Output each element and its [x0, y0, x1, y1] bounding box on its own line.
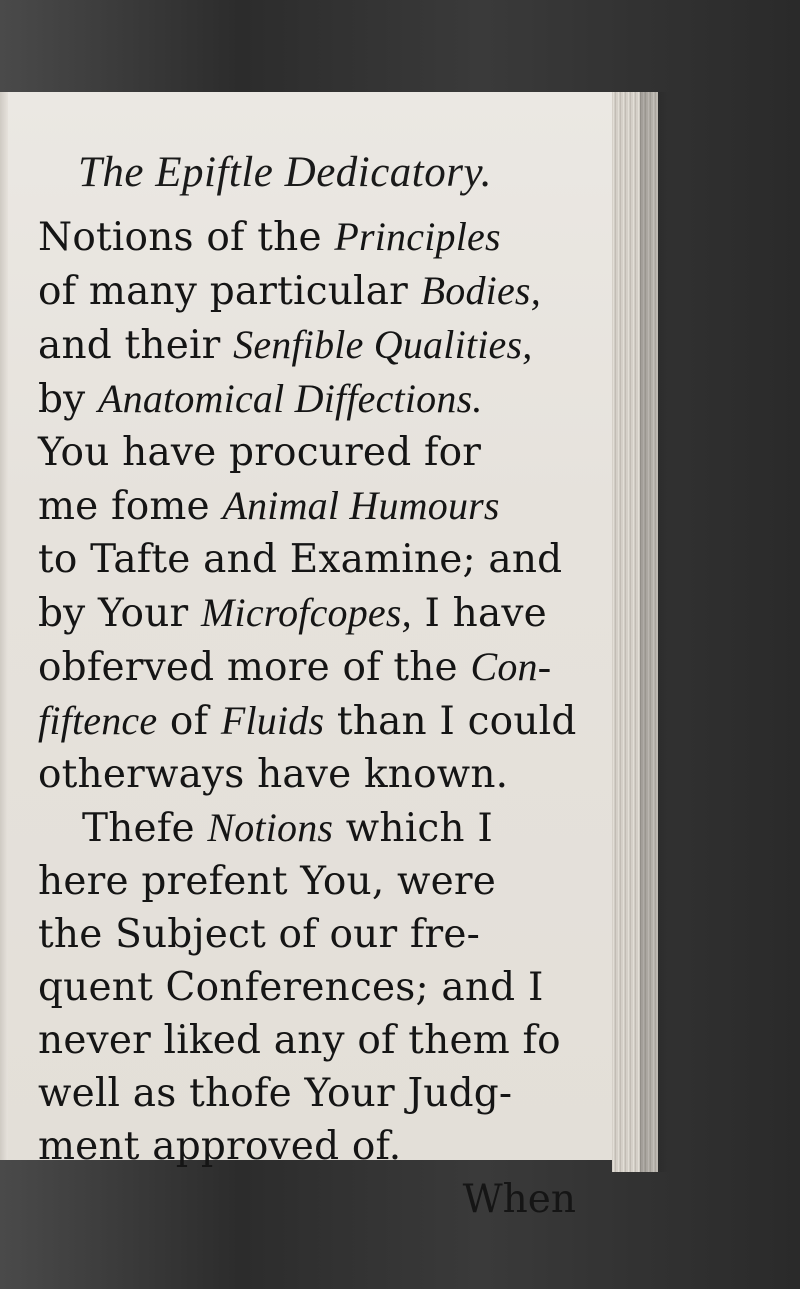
- text-run: by Your: [38, 591, 201, 636]
- text-run: I have: [411, 591, 547, 636]
- text-run: the Subject of our fre-: [38, 912, 481, 957]
- text-run: obferved more of the: [38, 645, 471, 690]
- page-gutter-edge: [0, 92, 8, 1160]
- text-run: well as thofe Your Judg-: [38, 1071, 513, 1116]
- text-run: otherways have known.: [38, 752, 509, 797]
- italic-text-run: Senfible Qualities,: [233, 322, 533, 367]
- italic-text-run: Principles: [334, 214, 501, 259]
- italic-text-run: Bodies,: [420, 268, 541, 313]
- body-text: [38, 210, 598, 1173]
- text-run: which I: [333, 806, 493, 851]
- text-run: by: [38, 377, 98, 422]
- text-run: quent Conferences; and I: [38, 965, 544, 1010]
- text-block: [38, 148, 598, 1226]
- text-line: [38, 640, 598, 694]
- text-line: [38, 210, 598, 264]
- italic-text-run: Anatomical Diffections.: [98, 376, 483, 421]
- text-run: me fome: [38, 484, 223, 529]
- text-line: [38, 533, 598, 586]
- text-run: Thefe: [82, 806, 208, 851]
- text-run: You have procured for: [38, 430, 482, 475]
- text-run: never liked any of them fo: [38, 1018, 561, 1063]
- italic-text-run: Notions: [207, 805, 334, 850]
- text-run: ment approved of.: [38, 1124, 402, 1169]
- italic-text-run: fiftence: [38, 698, 158, 743]
- text-run: of: [157, 699, 221, 744]
- italic-text-run: Con-: [470, 644, 552, 689]
- text-run: of many particular: [38, 269, 421, 314]
- text-line: [38, 1120, 598, 1173]
- text-line: [38, 1067, 598, 1120]
- text-run: here prefent You, were: [38, 859, 497, 904]
- italic-text-run: Microfcopes,: [201, 590, 412, 635]
- text-line: [38, 855, 598, 908]
- catchword: When: [462, 1177, 576, 1222]
- italic-text-run: Animal Humours: [222, 483, 500, 528]
- text-run: than I could: [324, 699, 577, 744]
- running-head: The Epiftle Dedicatory.: [78, 149, 492, 196]
- text-line: [38, 318, 598, 372]
- italic-text-run: Fluids: [220, 698, 325, 743]
- text-line: [38, 426, 598, 479]
- text-line: [38, 694, 598, 748]
- text-line: [38, 1014, 598, 1067]
- text-run: to Tafte and Examine; and: [38, 537, 563, 582]
- text-run: Notions of the: [38, 215, 335, 260]
- text-line: [38, 908, 598, 961]
- text-line: [38, 372, 598, 426]
- text-line: [38, 479, 598, 533]
- text-line: [38, 748, 598, 801]
- text-line: [38, 264, 598, 318]
- text-run: and their: [38, 323, 234, 368]
- text-line: [38, 961, 598, 1014]
- text-line: [38, 586, 598, 640]
- text-line: [38, 801, 598, 855]
- fore-edge-shadow: [640, 92, 670, 1172]
